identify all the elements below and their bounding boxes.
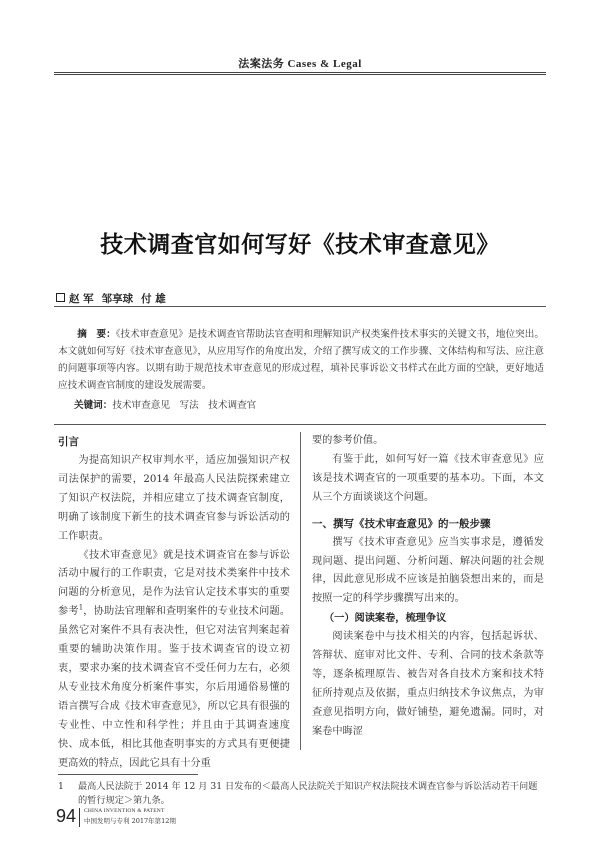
author-rule [54, 306, 546, 307]
section-1-paragraph: 撰写《技术审查意见》应当实事求是，遵循发现问题、提出问题、分析问题、解决问题的社会规律，因此意见形成不应该是拍脑袋想出来的，而是按照一定的科学步骤撰写出来的。 [312, 536, 544, 605]
footnote-number: 1 [58, 781, 64, 792]
keywords-line [58, 397, 544, 414]
page-number: 94 [56, 806, 77, 826]
right-paragraph-0: 要的参考价值。 [312, 435, 384, 446]
intro-heading: 引言 [58, 436, 79, 448]
column-divider [300, 432, 301, 750]
header-rule-bottom [54, 74, 546, 75]
footnote-text: 最高人民法院于 2014 年 12 月 31 日发布的＜最高人民法院关于知识产权法院技术调查官参与诉讼活动若干问题的暂行规定＞第九条。 [78, 781, 538, 806]
journal-name-en: CHINA INVENTION & PATENT [84, 808, 165, 814]
author-name: 付 雄 [141, 293, 166, 305]
footnote-rule [58, 774, 198, 775]
section-1-heading: 一、撰写《技术审查意见》的一般步骤 [312, 517, 491, 530]
author-box-icon [56, 293, 65, 302]
subsection-1-paragraph: 阅读案卷中与技术相关的内容，包括起诉状、答辩状、庭审对比文件、专利、合同的技术条款等等，逐条梳理原告、被告对各自技术方案和技术特征所持观点及依据，重点归纳技术争议焦点，为审查意见指明方向，做好铺垫，避免遗漏。同时，对案卷中晦涩 [312, 631, 544, 737]
keywords-text: 技术审查意见 写法 技术调查官 [112, 400, 257, 411]
author-name: 赵 军 [69, 293, 94, 305]
abstract-label: 摘 要： [77, 329, 116, 340]
footer-divider [79, 808, 80, 827]
right-column [312, 432, 544, 742]
article-title: 技术调查官如何写好《技术审查意见》 [100, 231, 500, 258]
section-label: 法案法务 Cases & Legal [238, 58, 362, 70]
author-line [56, 291, 174, 306]
abstract-block [58, 326, 544, 414]
header-rule-top [54, 72, 546, 73]
abstract-text: 《技术审查意见》是技术调查官帮助法官查明和理解知识产权类案件技术事实的关键文书，地位突出。本文就如何写好《技术审查意见》，从应用写作的角度出发，介绍了撰写成文的工作步骤、文体结构和写法、应注意的问题事项等内容。以期有助于规范技术审查意见的形成过程，填补民事诉讼文书样式在此方面的空缺，更好地适应技术调查官制度的建设发展需要。 [58, 329, 545, 391]
footnote [58, 780, 544, 808]
keywords-label: 关键词： [74, 400, 113, 411]
author-name: 邹享球 [101, 293, 134, 305]
journal-name-cn: 中国发明与专利 2017年第12期 [84, 817, 176, 825]
footnote-ref: 1 [78, 603, 84, 612]
right-paragraph-1: 有鉴于此，如何写好一篇《技术审查意见》应该是技术调查官的一项重要的基本功。下面，本文从三个方面谈谈这个问题。 [312, 453, 544, 503]
running-header [0, 52, 600, 71]
abstract-rule [54, 424, 546, 425]
left-column [58, 432, 290, 773]
subsection-1-heading: （一）阅读案卷，梳理争议 [324, 613, 447, 625]
intro-paragraph-1: 为提高知识产权审判水平，适应加强知识产权司法保护的需要，2014 年最高人民法院探索建立了知识产权法院，并相应建立了技术调查官制度，明确了该制度下新生的技术调查官参与诉讼活动的工作职责。 [58, 455, 290, 542]
intro-paragraph-2: 《技术审查意见》就是技术调查官在参与诉讼活动中履行的工作职责，它是对技术类案件中技术问题的分析意见，是作为法官认定技术事实的重要参考$^1$，协助法官理解和查明案件的专业技术问题。虽然它对案件不具有表决性，但它对法官判案起着重要的辅助决策作用。鉴于技术调查官的设立初衷，要求办案的技术调查官不受任何力左右，必须从专业技术角度分析案件事实，尔后用通俗易懂的语言撰写合成《技术审查意见》，所以它具有很强的专业性、中立性和科学性；并且由于其调查速度快、成本低，相比其他查明事实的方式具有更便捷更高效的特点，因此它具有十分重 [58, 549, 291, 769]
